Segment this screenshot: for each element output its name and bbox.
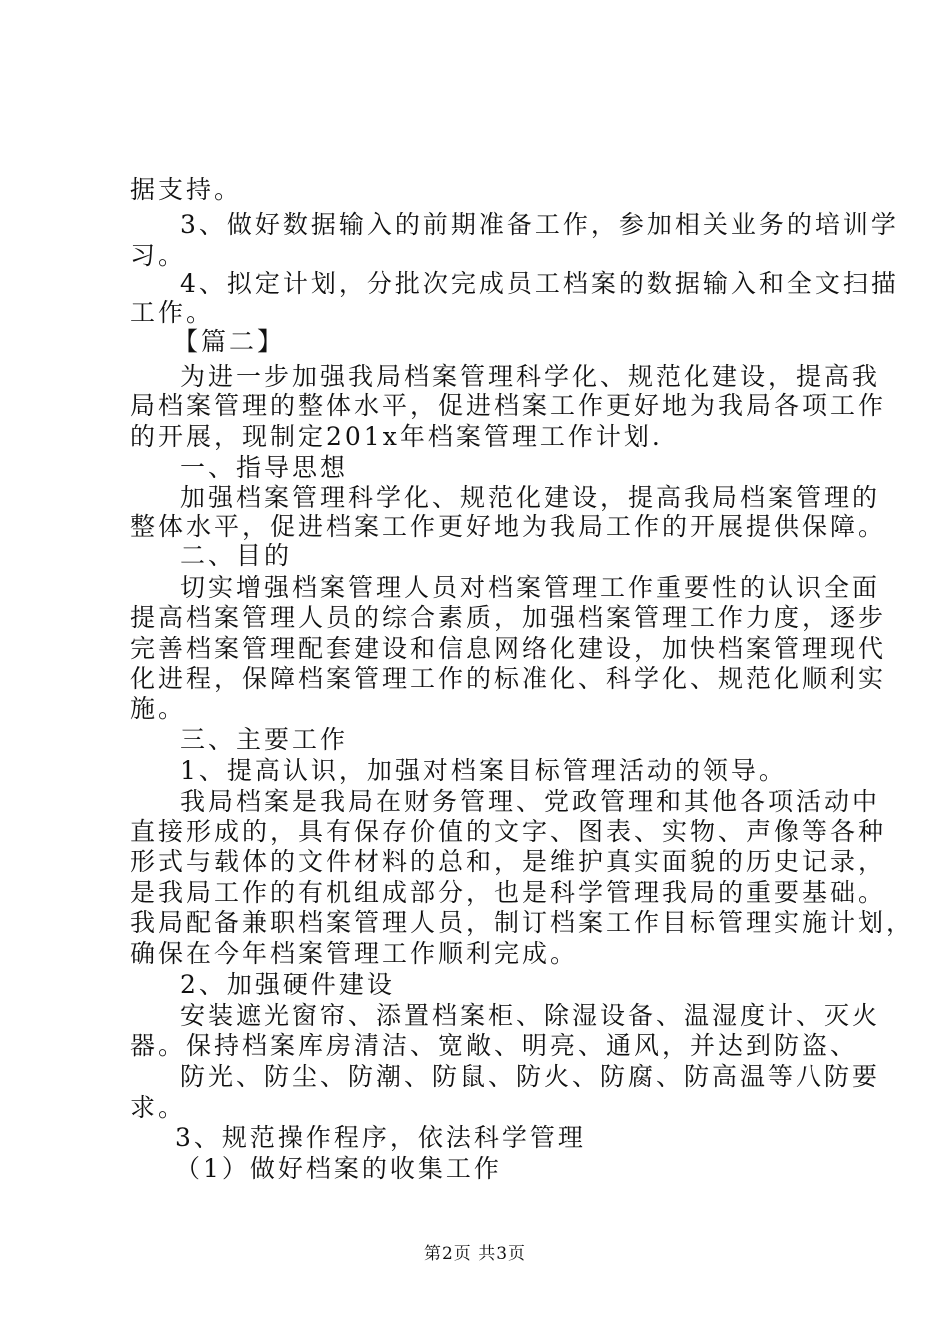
text-line: 直接形成的，具有保存价值的文字、图表、实物、声像等各种 bbox=[130, 817, 887, 846]
text-line: 工作。 bbox=[130, 298, 215, 327]
text-line: 我局配备兼职档案管理人员，制订档案工作目标管理实施计划， bbox=[130, 908, 915, 937]
text-line: 完善档案管理配套建设和信息网络化建设，加快档案管理现代 bbox=[130, 634, 887, 663]
text-line: 求。 bbox=[130, 1093, 187, 1122]
text-line: 安装遮光窗帘、添置档案柜、除湿设备、温湿度计、灭火 bbox=[180, 1001, 881, 1030]
text-line: 我局档案是我局在财务管理、党政管理和其他各项活动中 bbox=[180, 787, 881, 816]
text-line: 为进一步加强我局档案管理科学化、规范化建设，提高我 bbox=[180, 362, 881, 391]
text-line: 局档案管理的整体水平，促进档案工作更好地为我局各项工作 bbox=[130, 391, 887, 420]
section-heading: 三、主要工作 bbox=[180, 725, 349, 754]
text-line: 据支持。 bbox=[130, 175, 243, 204]
text-line: 1、提高认识，加强对档案目标管理活动的领导。 bbox=[180, 756, 787, 785]
text-line: 防光、防尘、防潮、防鼠、防火、防腐、防高温等八防要 bbox=[180, 1062, 881, 1091]
text-line: 提高档案管理人员的综合素质，加强档案管理工作力度，逐步 bbox=[130, 603, 887, 632]
text-line: 整体水平，促进档案工作更好地为我局工作的开展提供保障。 bbox=[130, 512, 887, 541]
section-heading: 2、加强硬件建设 bbox=[180, 970, 395, 999]
text-line: （1）做好档案的收集工作 bbox=[175, 1154, 502, 1183]
section-heading: 一、指导思想 bbox=[180, 453, 349, 482]
text-line: 习。 bbox=[130, 241, 187, 270]
text-line: 是我局工作的有机组成部分，也是科学管理我局的重要基础。 bbox=[130, 878, 887, 907]
section-heading: 二、目的 bbox=[180, 541, 293, 570]
text-line: 切实增强档案管理人员对档案管理工作重要性的认识全面 bbox=[180, 573, 881, 602]
text-line: 器。保持档案库房清洁、宽敞、明亮、通风，并达到防盗、 bbox=[130, 1031, 859, 1060]
page-footer: 第2页 共3页 bbox=[423, 1244, 527, 1264]
text-line: 形式与载体的文件材料的总和，是维护真实面貌的历史记录， bbox=[130, 847, 887, 876]
text-line: 3、做好数据输入的前期准备工作，参加相关业务的培训学 bbox=[180, 210, 899, 239]
text-line: 化进程，保障档案管理工作的标准化、科学化、规范化顺利实 bbox=[130, 664, 887, 693]
text-line: 加强档案管理科学化、规范化建设，提高我局档案管理的 bbox=[180, 483, 881, 512]
section-heading: 【篇二】 bbox=[173, 327, 286, 356]
text-line: 4、拟定计划，分批次完成员工档案的数据输入和全文扫描 bbox=[180, 269, 899, 298]
text-line: 的开展，现制定201x年档案管理工作计划. bbox=[130, 422, 663, 451]
text-line: 施。 bbox=[130, 694, 187, 723]
text-line: 确保在今年档案管理工作顺利完成。 bbox=[130, 939, 579, 968]
section-heading: 3、规范操作程序，依法科学管理 bbox=[175, 1123, 586, 1152]
